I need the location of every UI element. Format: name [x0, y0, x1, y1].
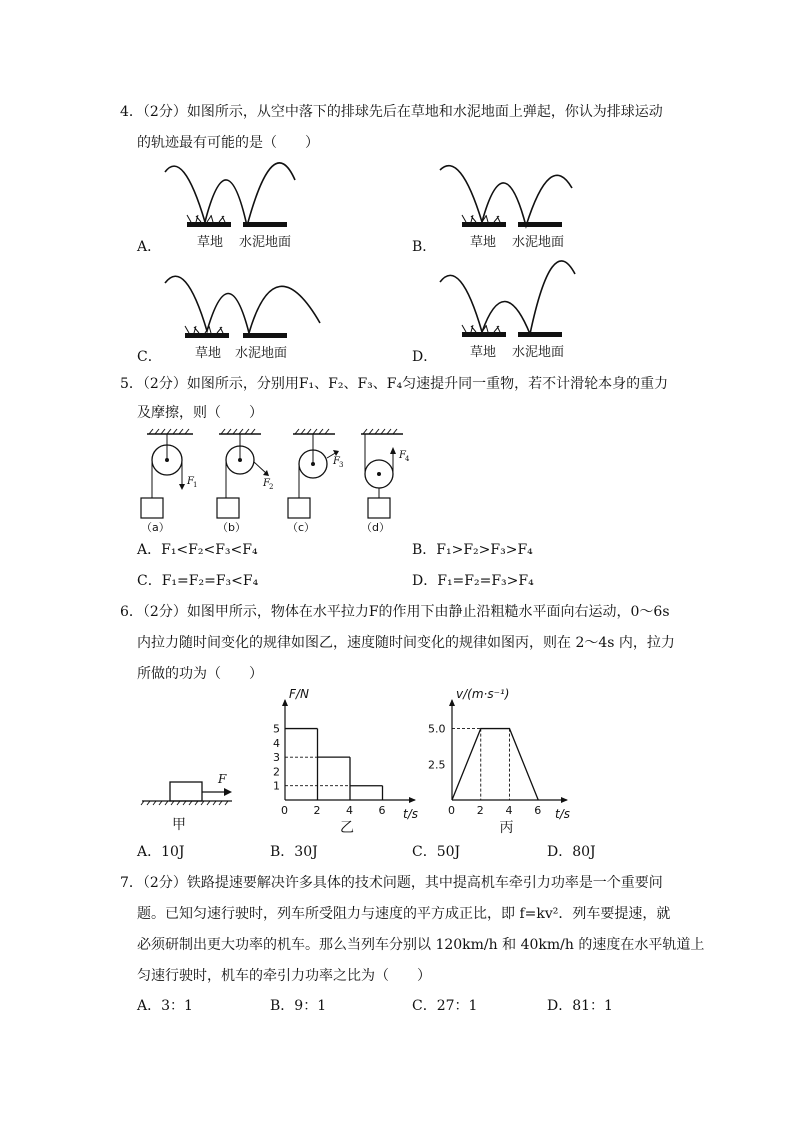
svg-text:4: 4	[405, 455, 410, 463]
q4-option-b[interactable]: B．	[412, 239, 437, 255]
q7-stem-line4: 匀速行驶时，机车的牵引力功率之比为（ ）	[137, 968, 431, 984]
block	[170, 782, 202, 801]
q7-stem-line1: 7．（2分）铁路提速要解决许多具体的技术问题，其中提高机车牵引力功率是一个重要问	[120, 875, 663, 891]
y-axis-arrow	[449, 699, 455, 706]
force-arrow	[224, 788, 232, 796]
y-tick-label: 1	[273, 779, 280, 793]
y-axis-arrow	[282, 699, 288, 706]
svg-text:（d）: （d）	[361, 521, 390, 534]
q6-stem-line3: 所做的功为（ ）	[137, 666, 263, 682]
q7-option-d[interactable]: D．81：1	[547, 998, 613, 1014]
svg-text:F: F	[263, 478, 270, 489]
x-tick-label: 0	[448, 804, 455, 817]
x-tick-label: 2	[313, 804, 321, 817]
x-axis-arrow	[409, 797, 416, 803]
q6-stem-line1: 6．（2分）如图甲所示，物体在水平拉力F的作用下由静止沿粗糙水平面向右运动，0～6s	[120, 604, 670, 620]
svg-text:水泥地面: 水泥地面	[235, 346, 288, 361]
svg-text:2: 2	[269, 483, 274, 491]
q6-chart-v-t	[428, 687, 580, 840]
y-tick-label: 4	[273, 736, 280, 750]
svg-text:草地: 草地	[470, 345, 497, 360]
q6-option-c[interactable]: C．50J	[412, 844, 461, 860]
q6-option-b[interactable]: B．30J	[270, 844, 318, 860]
q7-option-a[interactable]: A．3：1	[137, 998, 193, 1014]
q5-option-c[interactable]: C．F₁=F₂=F₃<F₄	[137, 573, 259, 589]
q7-option-c[interactable]: C．27：1	[412, 998, 478, 1014]
velocity-line	[452, 729, 538, 800]
q7-option-b[interactable]: B．9：1	[270, 998, 327, 1014]
q4-stem-line1: 4．（2分）如图所示，从空中落下的排球先后在草地和水泥地面上弹起，你认为排球运动	[120, 104, 663, 120]
q7-stem-line3: 必须研制出更大功率的机车。那么当列车分别以 120km/h 和 40km/h 的速度在水平轨道上	[137, 937, 705, 953]
x-tick-label: 4	[505, 804, 513, 817]
svg-text:F: F	[399, 450, 406, 461]
q5-option-d[interactable]: D．F₁=F₂=F₃>F₄	[412, 573, 534, 589]
grass-label: 草地	[197, 235, 224, 250]
svg-text:1: 1	[193, 481, 198, 489]
q5-stem-line2: 及摩擦，则（ ）	[137, 405, 263, 421]
y-tick-label: 5.0	[428, 722, 446, 736]
svg-text:水泥地面: 水泥地面	[512, 235, 565, 250]
svg-text:F: F	[333, 456, 340, 467]
q4-figure-d	[430, 260, 600, 360]
q7-stem-line2: 题。已知匀速行驶时，列车所受阻力与速度的平方成正比，即 f=kv²．列车要提速，就	[137, 906, 671, 922]
cement-ground	[243, 222, 287, 227]
x-tick-label: 4	[346, 804, 353, 817]
fig-jia-label: 甲	[172, 817, 186, 833]
q5-pulley-figures	[135, 428, 415, 538]
svg-text:（b）: （b）	[217, 521, 246, 534]
x-tick-label: 6	[378, 804, 386, 817]
svg-text:F: F	[187, 476, 194, 487]
svg-text:草地: 草地	[470, 235, 497, 250]
x-tick-label: 0	[281, 804, 288, 817]
svg-text:水泥地面: 水泥地面	[512, 345, 565, 360]
pulley-d	[361, 429, 410, 534]
q5-option-b[interactable]: B．F₁>F₂>F₃>F₄	[412, 542, 533, 558]
y-tick-label: 2	[273, 765, 280, 779]
svg-text:F: F	[218, 772, 227, 786]
x-tick-label: 6	[534, 804, 542, 817]
q6-option-a[interactable]: A．10J	[137, 844, 185, 860]
y-axis-label: v/(m·s⁻¹)	[456, 687, 510, 701]
q4-figure-b	[430, 160, 590, 255]
q6-figure-jia	[140, 765, 240, 835]
q5-option-a[interactable]: A．F₁<F₂<F₃<F₄	[137, 542, 258, 558]
q6-option-d[interactable]: D．80J	[547, 844, 596, 860]
q6-chart-f-t	[265, 687, 425, 840]
grass-ground	[187, 222, 231, 227]
svg-text:（a）: （a）	[141, 521, 170, 534]
cement-label: 水泥地面	[239, 235, 292, 250]
svg-text:（c）: （c）	[287, 521, 316, 534]
q4-figure-a	[155, 160, 315, 255]
svg-text:3: 3	[339, 461, 344, 469]
pulley-a	[141, 429, 197, 534]
pulley-b	[217, 429, 273, 534]
chart-title: 乙	[340, 820, 354, 836]
chart-title: 丙	[499, 820, 514, 836]
q4-option-c[interactable]: C．	[137, 349, 162, 365]
svg-text:草地: 草地	[195, 346, 222, 361]
y-tick-label: 3	[273, 751, 280, 765]
y-axis-label: F/N	[289, 687, 309, 701]
q4-figure-c	[155, 265, 325, 360]
q4-stem-line2: 的轨迹最有可能的是（ ）	[137, 135, 319, 151]
q5-stem-line1: 5．（2分）如图所示，分别用F₁、F₂、F₃、F₄匀速提升同一重物，若不计滑轮本身的重力	[120, 376, 669, 392]
x-axis-label: t/s	[555, 807, 570, 821]
y-tick-label: 5	[273, 722, 280, 736]
q4-option-d[interactable]: D．	[412, 349, 438, 365]
y-tick-label: 2.5	[428, 758, 446, 772]
x-tick-label: 2	[476, 804, 484, 817]
q4-option-a[interactable]: A．	[137, 239, 162, 255]
x-axis-arrow	[561, 797, 568, 803]
x-axis-label: t/s	[403, 807, 418, 821]
pulley-c	[287, 429, 343, 534]
q6-stem-line2: 内拉力随时间变化的规律如图乙，速度随时间变化的规律如图丙，则在 2～4s 内，拉力	[137, 635, 675, 651]
